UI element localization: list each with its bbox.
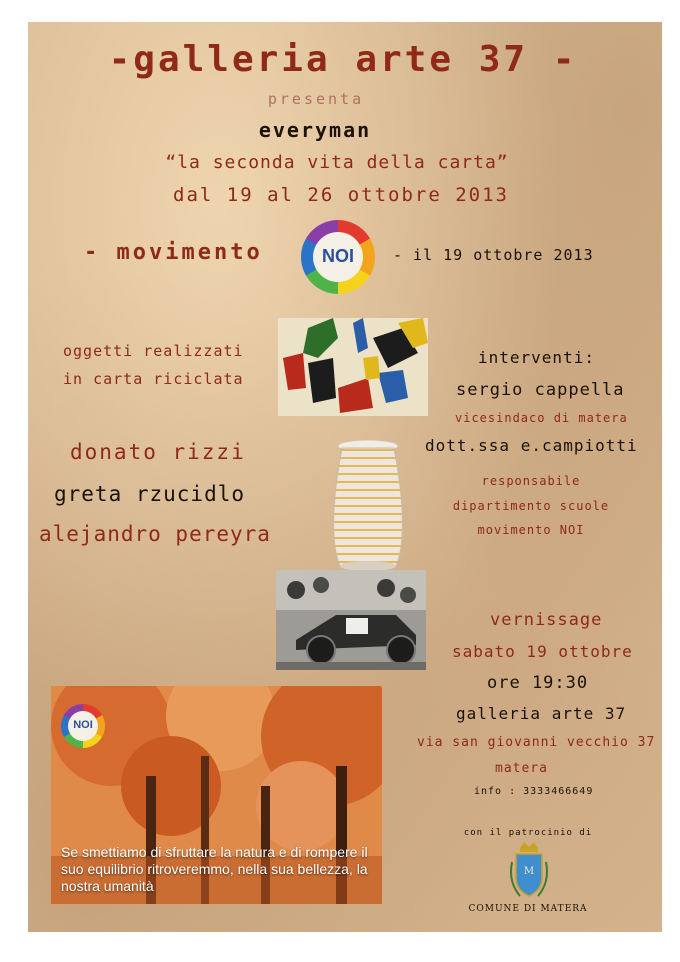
patrocinio-label: con il patrocinio di: [463, 828, 593, 838]
speaker-2-role-1: responsabile: [481, 474, 581, 488]
vernissage-address: via san giovanni vecchio 37: [417, 735, 656, 750]
objects-line-1: oggetti realizzati: [63, 342, 244, 360]
artist-2: greta rzucidlo: [54, 482, 246, 506]
gallery-title: -galleria arte 37 -: [108, 39, 578, 80]
svg-text:M: M: [523, 866, 535, 877]
artist-1: donato rizzi: [70, 440, 246, 464]
quote-text: Se smettiamo di sfruttare la natura e di rompere il suo equilibrio ritroveremmo, nella sua bellezza, la nostra umanità: [61, 844, 368, 894]
comune-crest-icon: [508, 842, 550, 900]
objects-line-2: in carta riciclata: [63, 370, 244, 388]
vernissage-label: vernissage: [490, 610, 603, 630]
artist-3: alejandro pereyra: [39, 522, 271, 546]
abstract-artwork-image: [278, 318, 428, 416]
poster: [28, 22, 662, 932]
vernissage-time: ore 19:30: [487, 673, 589, 693]
comune-label: COMUNE DI MATERA: [468, 904, 588, 914]
movimento-label: - movimento: [84, 240, 263, 265]
event-subtitle: “la seconda vita della carta”: [165, 152, 509, 173]
vernissage-info: info : 3333466649: [474, 786, 594, 797]
noi-logo: [301, 220, 375, 294]
noi-logo-small-text: NOI: [73, 719, 93, 731]
noi-logo-text: NOI: [321, 246, 354, 266]
speaker-1-role: vicesindaco di matera: [455, 411, 628, 425]
interventi-label: interventi:: [478, 348, 595, 367]
vernissage-city: matera: [495, 761, 548, 776]
autumn-trees-photo: [51, 686, 382, 904]
speaker-2-role-2: dipartimento scuole: [452, 499, 610, 513]
presenta-label: presenta: [267, 90, 365, 108]
movimento-date: - il 19 ottobre 2013: [393, 246, 594, 264]
speaker-2-role-3: movimento NOI: [477, 523, 585, 537]
speaker-2-name: dott.ssa e.campiotti: [425, 436, 638, 455]
vernissage-venue: galleria arte 37: [456, 704, 627, 723]
vernissage-day: sabato 19 ottobre: [452, 642, 633, 661]
paper-vase-image: [328, 438, 408, 572]
speaker-1-name: sergio cappella: [456, 380, 625, 400]
event-name: everyman: [258, 118, 372, 142]
vintage-race-car-photo: [276, 570, 426, 670]
noi-logo-small: [61, 704, 105, 748]
event-dates: dal 19 al 26 ottobre 2013: [173, 184, 509, 206]
